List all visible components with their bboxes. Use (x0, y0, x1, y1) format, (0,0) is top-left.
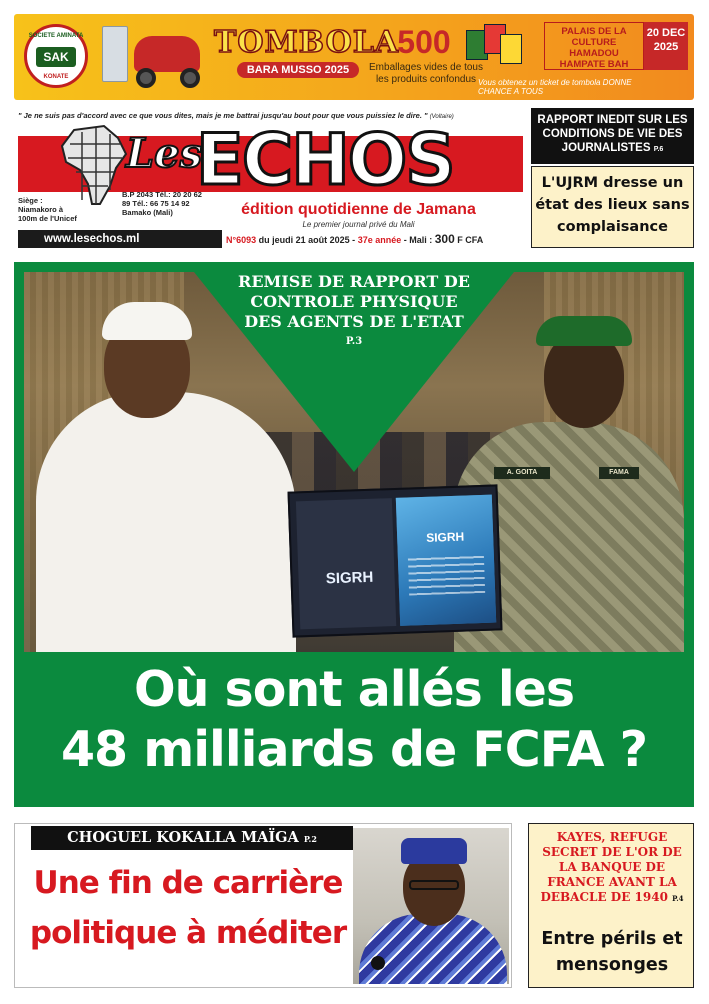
choguel-kicker-page: P.2 (303, 834, 317, 844)
headquarters-address: Siège : Niamakoro à 100m de l'Unicef (18, 196, 77, 223)
portrait-cap (401, 838, 467, 864)
tombola-title: TOMBOLA (214, 25, 400, 60)
wheel-icon (180, 68, 200, 88)
kayes-kicker (535, 830, 689, 906)
issue-country: - Mali : (403, 235, 433, 245)
report-folder (288, 484, 503, 637)
official-cap (102, 302, 192, 340)
promo-count: 500 (397, 24, 451, 60)
prize-illustration (98, 22, 208, 92)
promo-text: Emballages vides de tous les produits confondus (369, 62, 483, 85)
event-venue: PALAIS DE LA CULTURE HAMADOU HAMPATE BAH (544, 22, 644, 70)
promo-note: Vous obtenez un ticket de tombola DONNE CHANCE A TOUS (478, 78, 632, 96)
kayes-kicker-page: P.4 (672, 894, 684, 903)
issue-currency: F CFA (457, 235, 484, 245)
main-story-kicker (234, 272, 474, 352)
logo-echos: ECHOS (196, 119, 454, 201)
wheel-icon (136, 68, 156, 88)
document-logo: SIGRH (425, 529, 465, 545)
tombola-ad-banner[interactable] (14, 14, 694, 100)
choguel-kicker-text: CHOGUEL KOKALLA MAÏGA (67, 829, 299, 846)
teaser-page: P.6 (653, 146, 664, 153)
choguel-headline-line1: Une fin de carrière (33, 865, 343, 901)
officer-head (544, 332, 624, 428)
microphone-icon (371, 956, 385, 970)
choguel-story[interactable] (14, 823, 512, 988)
kayes-story[interactable] (528, 823, 694, 988)
product-box-icon (500, 34, 522, 64)
motorbike-icon (134, 36, 200, 72)
glasses-icon (409, 880, 459, 890)
folder-left-logo: SIGRH (325, 568, 374, 588)
uniform-name-patch: A. GOITA (494, 467, 550, 479)
officer-beret (536, 316, 632, 346)
quote-author: (Voltaire) (429, 114, 454, 120)
kayes-kicker-text: KAYES, REFUGE SECRET DE L'OR DE LA BANQUE DE FRANCE AVANT LA DEBACLE DE 1940 (540, 830, 682, 904)
main-kicker-page: P.3 (345, 336, 363, 347)
tombola-subtitle: BARA MUSSO 2025 (237, 62, 359, 78)
teaser-headline[interactable]: L'UJRM dresse un état des lieux sans complaisance (531, 166, 694, 248)
teaser-kicker: RAPPORT INEDIT SUR LES CONDITIONS DE VIE DES JOURNALISTES (537, 114, 688, 154)
kayes-headline: Entre périls et mensonges (541, 929, 683, 975)
issue-info (226, 232, 526, 246)
choguel-headline (23, 858, 353, 958)
folder-right-document (396, 495, 496, 626)
main-headline (24, 660, 684, 780)
official-in-white-robe (36, 392, 296, 652)
main-headline-line2: 48 milliards de FCFA ? (60, 721, 648, 778)
uniform-unit-patch: FAMA (599, 467, 639, 479)
sak-logo-bottom-text: KONATE (43, 74, 69, 80)
main-kicker-text: REMISE DE RAPPORT DE CONTROLE PHYSIQUE DES AGENTS DE L'ETAT (238, 272, 470, 331)
choguel-portrait (353, 828, 509, 984)
main-story[interactable] (14, 262, 694, 807)
refrigerator-icon (102, 26, 128, 82)
website-link[interactable]: www.lesechos.ml (18, 230, 222, 248)
folder-left-panel (296, 498, 396, 629)
issue-date: du jeudi 21 août 2025 - (258, 235, 356, 245)
tagline: Le premier journal privé du Mali (302, 220, 415, 229)
choguel-headline-line2: politique à méditer (29, 915, 347, 951)
tombola-title-block (214, 25, 400, 78)
journalists-report-teaser[interactable] (531, 108, 694, 164)
main-headline-line1: Où sont allés les (133, 661, 575, 718)
issue-year: 37e année (357, 235, 402, 245)
sak-logo (24, 24, 88, 88)
contact-info: B.P 2043 Tél.: 20 20 62 89 Tél.: 66 75 14 92 Bamako (Mali) (122, 190, 202, 217)
document-text-lines (408, 553, 485, 596)
logo-les: Les (126, 130, 203, 177)
sak-logo-center-text: SAK (36, 47, 76, 67)
issue-price: 300 (434, 232, 455, 246)
sak-logo-top-text: SOCIETE AMINATA (28, 33, 84, 39)
choguel-kicker (31, 826, 353, 850)
issue-number: N°6093 (226, 235, 257, 245)
event-date: 20 DEC 2025 (644, 22, 688, 70)
edition-line: édition quotidienne de Jamana (241, 201, 476, 218)
quote-text: " Je ne suis pas d'accord avec ce que vous dites, mais je me battrai jusqu'au bout pour que vous puissiez le dire. " (18, 111, 428, 120)
products-illustration (462, 24, 524, 72)
